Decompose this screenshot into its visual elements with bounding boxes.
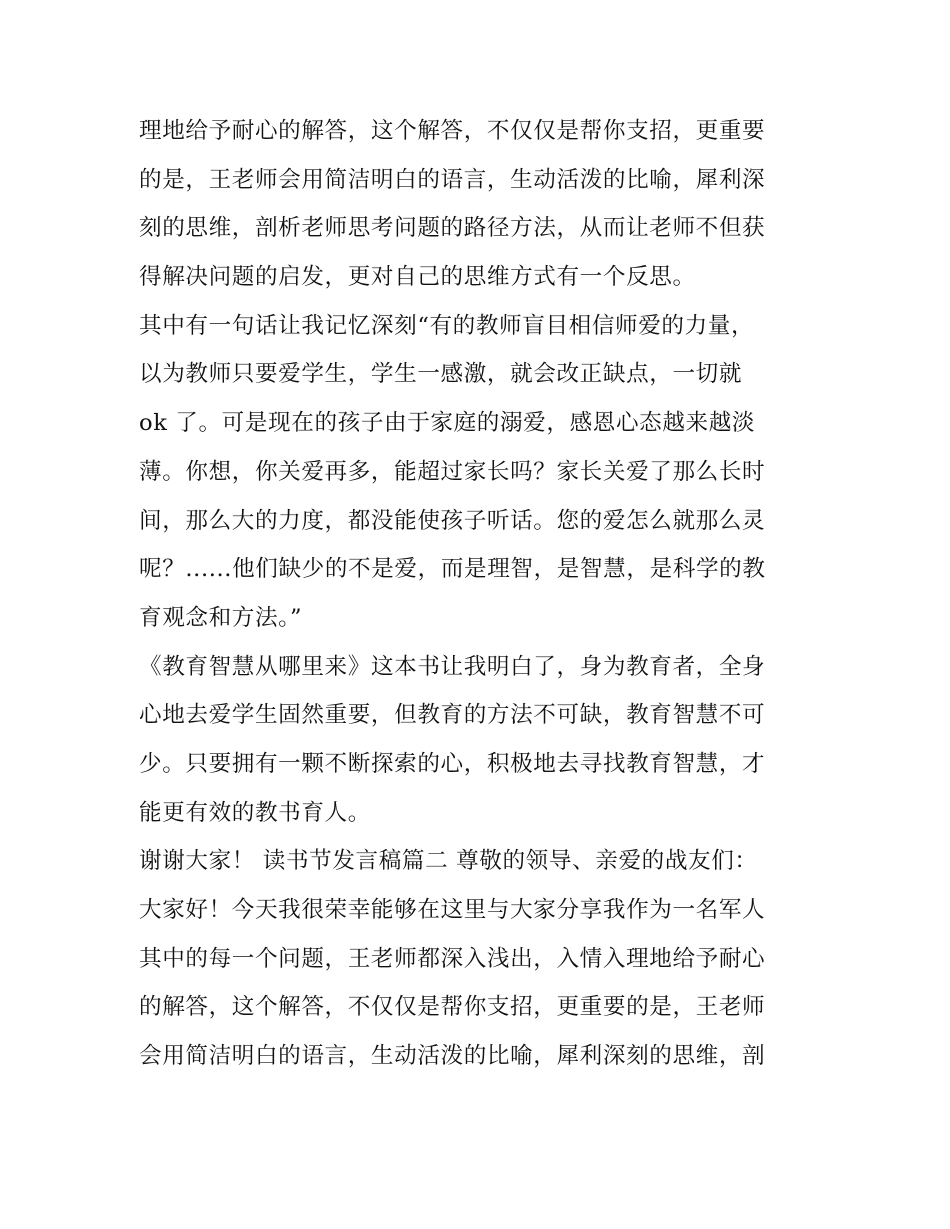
text-line: 的解答，这个解答，不仅仅是帮你支招，更重要的是，王老师 — [139, 994, 766, 1021]
text-line: 心地去爱学生固然重要，但教育的方法不可缺，教育智慧不可 — [139, 702, 766, 729]
text-line: 刻的思维，剖析老师思考问题的路径方法，从而让老师不但获 — [139, 215, 766, 242]
text-line: 间，那么大的力度，都没能使孩子听话。您的爱怎么就那么灵 — [139, 507, 766, 534]
text-line: 薄。你想，你关爱再多，能超过家长吗？家长关爱了那么长时 — [139, 458, 766, 485]
text-line: 以为教师只要爱学生，学生一感激，就会改正缺点，一切就 — [139, 361, 743, 388]
text-line: 育观念和方法。” — [139, 604, 303, 631]
text-line: 其中的每一个问题，王老师都深入浅出，入情入理地给予耐心 — [139, 945, 766, 972]
text-line: 呢？......他们缺少的不是爱，而是理智，是智慧，是科学的教 — [139, 556, 766, 583]
text-line: ok 了。可是现在的孩子由于家庭的溺爱，感恩心态越来越淡 — [139, 410, 756, 437]
text-line: 少。只要拥有一颗不断探索的心，积极地去寻找教育智慧，才 — [139, 750, 766, 777]
text-line: 理地给予耐心的解答，这个解答，不仅仅是帮你支招，更重要 — [139, 118, 766, 144]
text-line: 会用简洁明白的语言，生动活泼的比喻，犀利深刻的思维，剖 — [139, 1043, 766, 1070]
text-line: 能更有效的教书育人。 — [139, 799, 371, 826]
text-line: 谢谢大家！ 读书节发言稿篇二 尊敬的领导、亲爱的战友们： — [139, 848, 758, 875]
document-body — [139, 107, 819, 1081]
text-line: 《教育智慧从哪里来》这本书让我明白了，身为教育者，全身 — [139, 653, 766, 680]
text-line: 大家好！今天我很荣幸能够在这里与大家分享我作为一名军人 — [139, 897, 766, 923]
text-line: 其中有一句话让我记忆深刻“有的教师盲目相信师爱的力量， — [139, 312, 755, 339]
text-line: 的是，王老师会用简洁明白的语言，生动活泼的比喻，犀利深 — [139, 166, 766, 193]
text-line: 得解决问题的启发，更对自己的思维方式有一个反思。 — [139, 264, 696, 291]
